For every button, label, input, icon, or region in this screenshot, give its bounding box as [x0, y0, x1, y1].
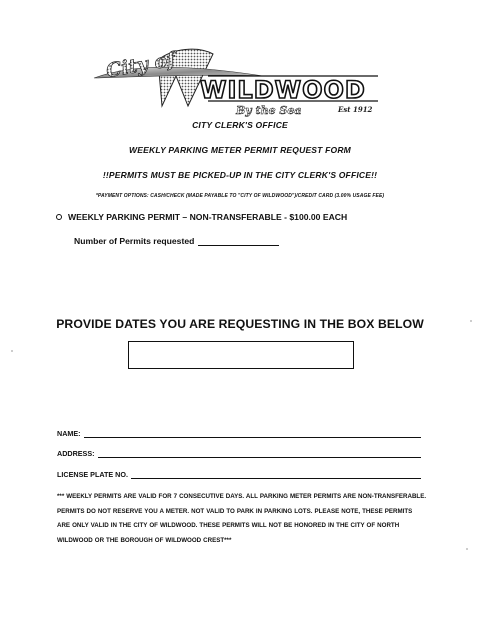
permit-radio-button[interactable]: [56, 214, 62, 220]
license-plate-field[interactable]: [131, 471, 421, 479]
logo-established-text: Est 1912: [338, 105, 373, 114]
wildwood-logo-graphic: [88, 40, 398, 118]
number-of-permits-row: [74, 236, 279, 246]
address-field[interactable]: [98, 450, 421, 458]
scan-speck: [11, 350, 13, 352]
scan-speck: [466, 548, 468, 550]
permit-terms-notice: *** WEEKLY PERMITS ARE VALID FOR 7 CONSECUTIVE DAYS. ALL PARKING METER PERMITS ARE NON-TRANSFERABLE. PERMITS DO NOT RESERVE YOU A METER. NOT VALID TO PARK IN PARKING LOTS. PLEASE NOTE, THESE PERMITS ARE ONLY VALID IN THE CITY OF WILDWOOD. THESE PERMITS WILL NOT BE HONORED IN THE CITY OF NORTH WILDWOOD OR THE BOROUGH OF WILDWOOD CREST***: [57, 493, 427, 544]
city-of-wildwood-logo: [88, 40, 398, 118]
number-of-permits-field[interactable]: [198, 237, 279, 246]
address-row: [57, 449, 421, 458]
office-heading: CITY CLERK'S OFFICE: [192, 120, 288, 130]
logo-script-text: City of: [104, 48, 177, 83]
address-label: ADDRESS:: [57, 449, 95, 458]
name-label: NAME:: [57, 429, 81, 438]
payment-options: *PAYMENT OPTIONS: CASH/CHECK (MADE PAYABLE TO "CITY OF WILDWOOD")/CREDIT CARD (3.00% USAGE FEE): [95, 193, 385, 199]
number-of-permits-label: Number of Permits requested: [74, 236, 195, 246]
logo-tagline-text: By the Sea: [236, 104, 302, 117]
form-title: WEEKLY PARKING METER PERMIT REQUEST FORM: [129, 145, 351, 155]
weekly-permit-option[interactable]: [56, 212, 347, 222]
license-plate-row: [57, 470, 421, 479]
scan-speck: [470, 320, 472, 322]
name-row: [57, 429, 421, 438]
requested-dates-box[interactable]: [128, 341, 354, 369]
logo-name-text: WILDWOOD: [200, 76, 366, 104]
name-field[interactable]: [84, 430, 421, 438]
license-plate-label: LICENSE PLATE NO.: [57, 470, 128, 479]
pickup-notice: !!PERMITS MUST BE PICKED-UP IN THE CITY CLERK'S OFFICE!!: [102, 170, 378, 180]
dates-heading: PROVIDE DATES YOU ARE REQUESTING IN THE BOX BELOW: [56, 317, 424, 331]
permit-option-label: WEEKLY PARKING PERMIT – NON-TRANSFERABLE - $100.00 EACH: [68, 212, 348, 222]
